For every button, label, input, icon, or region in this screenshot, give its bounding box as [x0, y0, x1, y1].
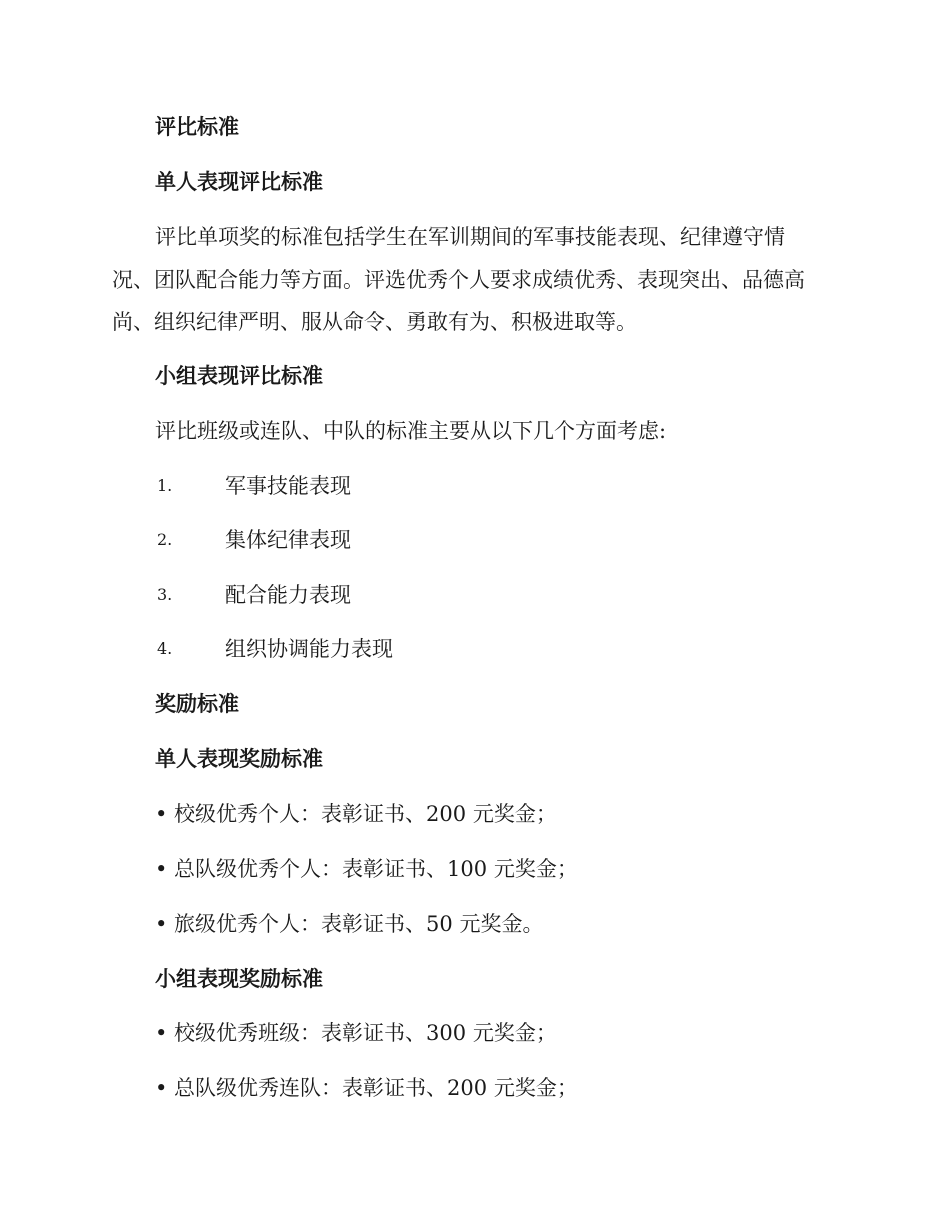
heading-group-rewards: 小组表现奖励标准 — [155, 967, 323, 991]
list-text: 组织协调能力表现 — [225, 637, 393, 661]
reward-item: • 校级优秀个人：表彰证书、200 元奖金； — [155, 802, 557, 826]
heading-group-criteria: 小组表现评比标准 — [155, 364, 323, 388]
individual-para-line-1: 评比单项奖的标准包括学生在军训期间的军事技能表现、纪律遵守情 — [155, 225, 785, 249]
heading-individual-criteria: 单人表现评比标准 — [155, 170, 323, 194]
list-text: 军事技能表现 — [225, 474, 351, 498]
list-text: 集体纪律表现 — [225, 528, 351, 552]
individual-para-line-3: 尚、组织纪律严明、服从命令、勇敢有为、积极进取等。 — [112, 310, 637, 334]
list-number: 2. — [157, 530, 173, 549]
reward-item: • 总队级优秀个人：表彰证书、100 元奖金； — [155, 857, 578, 881]
list-item — [0, 580, 950, 610]
list-text: 配合能力表现 — [225, 583, 351, 607]
individual-para-line-2: 况、团队配合能力等方面。评选优秀个人要求成绩优秀、表现突出、品德高 — [112, 268, 805, 292]
reward-item: • 旅级优秀个人：表彰证书、50 元奖金。 — [155, 912, 544, 936]
list-number: 4. — [157, 639, 173, 658]
reward-item: • 总队级优秀连队：表彰证书、200 元奖金； — [155, 1076, 578, 1100]
reward-item: • 校级优秀班级：表彰证书、300 元奖金； — [155, 1021, 557, 1045]
list-number: 3. — [157, 585, 173, 604]
list-item — [0, 471, 950, 501]
heading-individual-rewards: 单人表现奖励标准 — [155, 747, 323, 771]
heading-criteria: 评比标准 — [155, 115, 239, 139]
list-item — [0, 525, 950, 555]
heading-rewards: 奖励标准 — [155, 692, 239, 716]
list-number: 1. — [157, 476, 173, 495]
group-intro: 评比班级或连队、中队的标准主要从以下几个方面考虑: — [155, 419, 667, 443]
list-item — [0, 634, 950, 664]
